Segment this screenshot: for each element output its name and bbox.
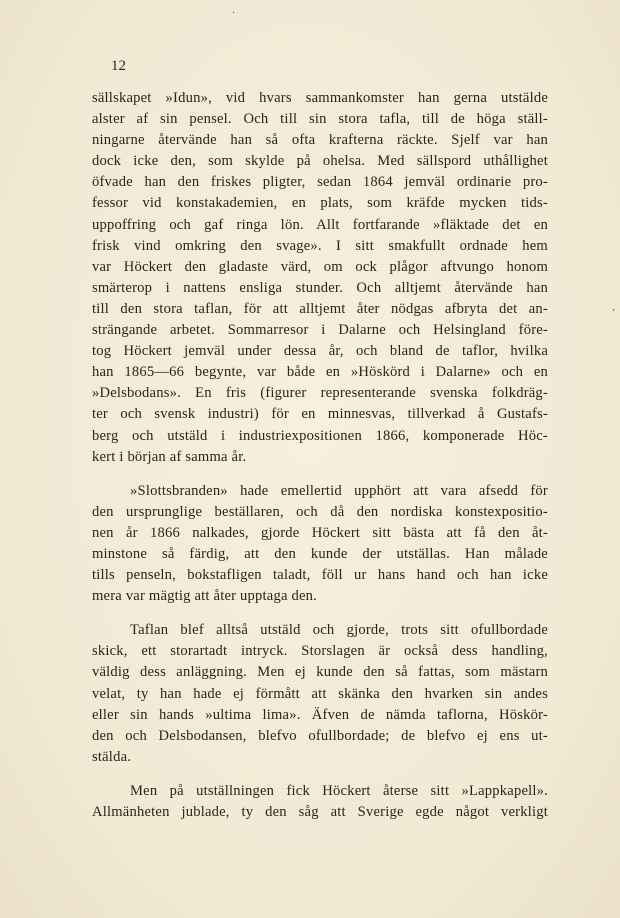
paragraph-2 (92, 481, 548, 608)
paragraph-3 (92, 620, 548, 768)
text-line: mera var mägtig att åter upptaga den. (92, 588, 317, 605)
text-line: kert i början af samma år. (92, 448, 247, 465)
paragraph-1 (92, 88, 548, 468)
text-line: minstone så färdig, att den kunde der utställas. Han målade (92, 545, 548, 562)
text-line: den ursprunglige beställaren, och då den nordiska konstexpositio- (92, 503, 548, 520)
text-line: stälda. (92, 748, 132, 765)
text-line: han 1865—66 begynte, var både en »Höskörd i Dalarne» och en (92, 364, 548, 381)
text-line: dock icke den, som skylde på ohelsa. Med sällspord uthållighet (92, 153, 548, 170)
text-line: skick, ett storartadt intryck. Storslagen är också dess handling, (92, 643, 548, 660)
text-line: uppoffring och gaf ringa lön. Allt fortfarande »fläktade det en (92, 216, 548, 233)
text-line: väldig dess anläggning. Men ej kunde den så fattas, som mästarn (92, 664, 548, 681)
text-line: tills penseln, bokstafligen taladt, föll ur hans hand och han icke (92, 567, 548, 584)
text-line: sällskapet »Idun», vid hvars sammankomster han gerna utstälde (92, 90, 548, 106)
text-line: tog Höckert jemväl under dessa år, och bland de taflor, hvilka (92, 343, 548, 360)
paragraph-gap (92, 468, 548, 481)
text-line: berg och utstäld i industriexpositionen 1866, komponerade Höc- (92, 427, 548, 444)
body-text (92, 88, 548, 823)
paragraph-gap (92, 607, 548, 620)
page-number: 12 (111, 58, 126, 74)
text-line: till den stora taflan, för att alltjemt åter nödgas afbryta det an- (92, 300, 548, 317)
text-line: Allmänheten jublade, ty den såg att Sverige egde något verkligt (92, 804, 548, 820)
text-line: frisk vind omkring den svage». I sitt smakfullt ordnade hem (92, 237, 548, 254)
text-line: eller sin hands »ultima lima». Äfven de nämda taflorna, Höskör- (92, 706, 548, 723)
text-line: velat, ty han hade ej förmått att skänka den hvarken sin andes (92, 685, 548, 702)
text-line: Men på utställningen fick Höckert återse sitt »Lappkapell». (130, 782, 548, 799)
text-line: var Höckert den gladaste värd, om ock plågor aftvungo honom (92, 258, 548, 275)
text-line: ningarne återvände han så ofta krafterna räckte. Sjelf var han (92, 132, 548, 149)
paragraph-gap (92, 768, 548, 781)
text-line: ter och svensk industri) för en minnesvas, tillverkad å Gustafs- (92, 406, 548, 423)
text-line: nen år 1866 nalkades, gjorde Höckert sitt bästa att få den åt- (92, 524, 548, 541)
margin-mark: ‘ (612, 308, 616, 319)
text-line: »Delsbodans». En fris (figurer representerande svenska folkdräg- (92, 385, 548, 402)
text-line: alster af sin pensel. Och till sin stora tafla, till de höga ställ- (92, 111, 548, 128)
text-line: smärterop i nattens ensliga stunder. Och alltjemt återvände han (92, 279, 548, 296)
print-speck-mark: · (232, 8, 236, 19)
text-line: »Slottsbranden» hade emellertid upphört att vara afsedd för (130, 482, 548, 499)
text-line: fessor vid konstakademien, en plats, som kräfde mycken tids- (92, 195, 548, 212)
text-line: den och Delsbodansen, blefvo ofullbordade; de blefvo ej ens ut- (92, 727, 548, 744)
text-line: Taflan blef alltså utstäld och gjorde, trots sitt ofullbordade (130, 622, 548, 639)
text-line: öfvade han den friskes pligter, sedan 1864 jemväl ordinarie pro- (92, 174, 548, 191)
text-line: strängande arbetet. Sommarresor i Dalarne och Helsingland före- (92, 322, 548, 339)
paragraph-4 (92, 781, 548, 823)
